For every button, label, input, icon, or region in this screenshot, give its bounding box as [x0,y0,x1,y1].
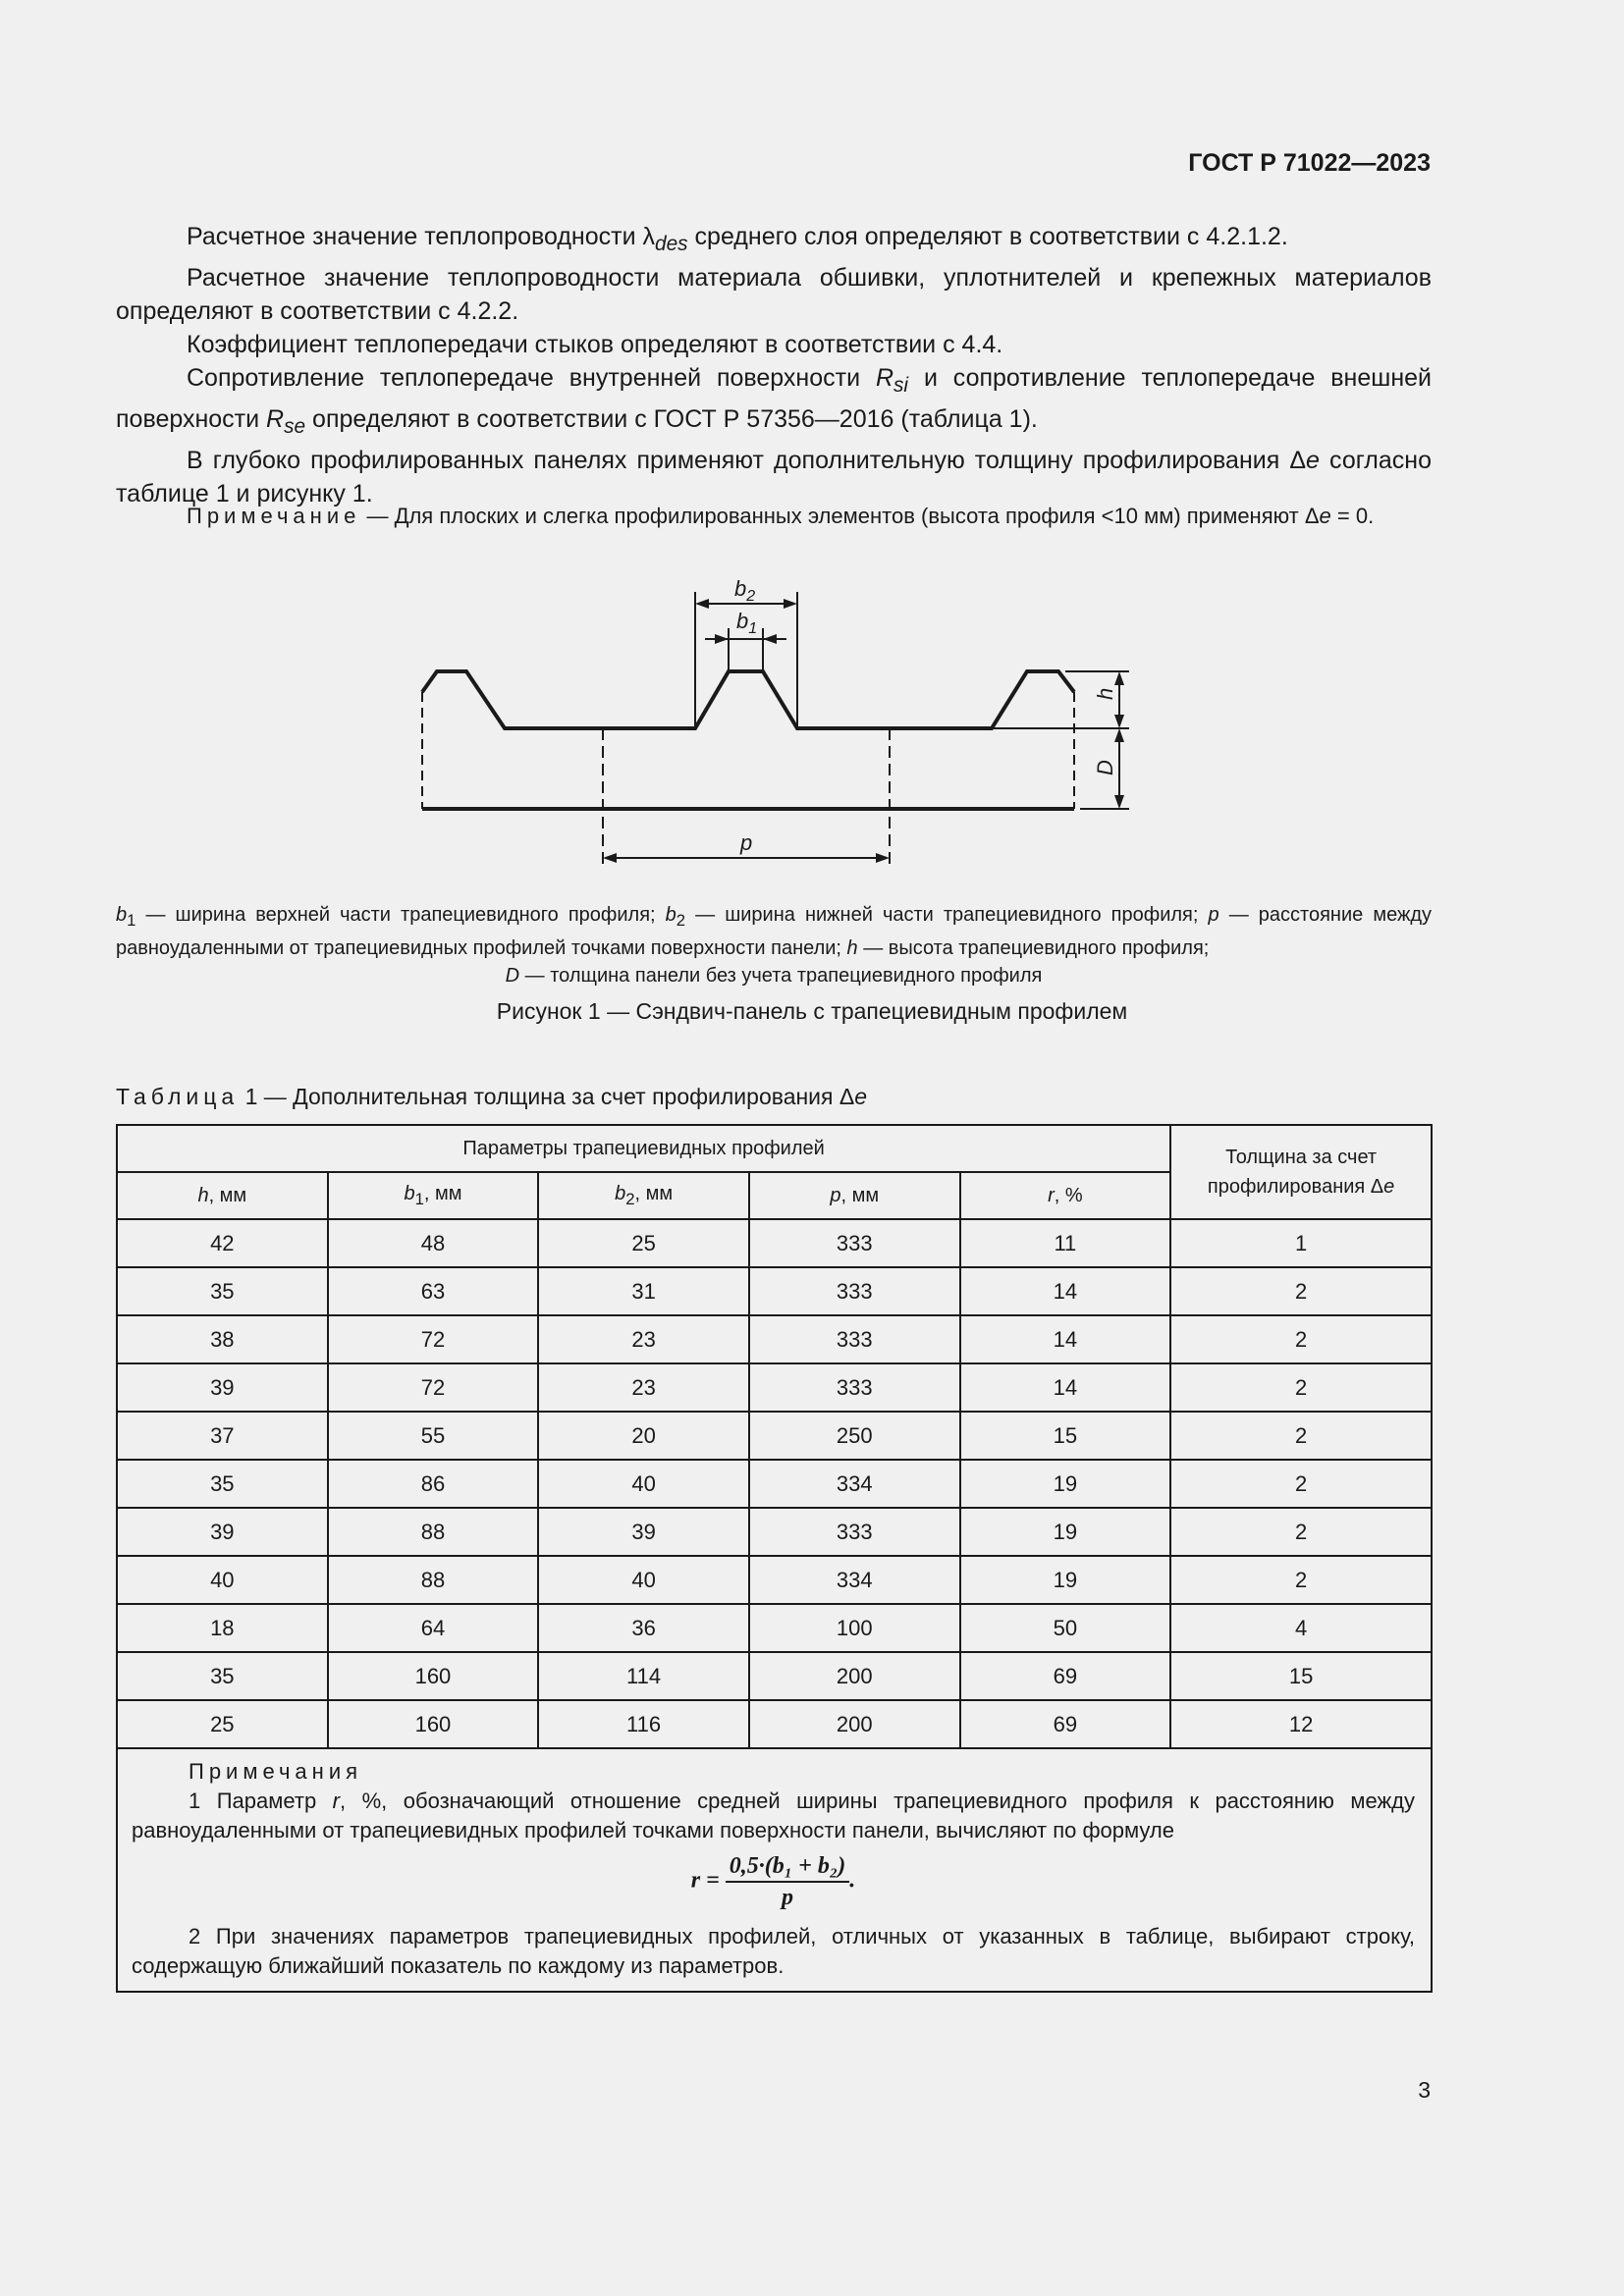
table-row [117,1556,1432,1604]
table-cell: 35 [117,1267,328,1315]
paragraph-2: Расчетное значение теплопроводности материала обшивки, уплотнителей и крепежных материалов определяют в соответствии с 4.2.2. [116,264,1432,325]
table-cell: 14 [960,1315,1171,1363]
table-cell: 11 [960,1219,1171,1267]
table-cell: 25 [538,1219,749,1267]
column-header: $b_1$, мм [328,1172,539,1219]
table-cell: 88 [328,1508,539,1556]
table-cell: 333 [749,1363,960,1412]
table-notes [117,1748,1432,1992]
table-cell: 250 [749,1412,960,1460]
D-label: D [1093,760,1117,775]
table-cell: 2 [1170,1508,1432,1556]
table-cell: 23 [538,1363,749,1412]
table-cell: 40 [538,1556,749,1604]
table-cell: 333 [749,1315,960,1363]
note-2: 2 При значениях параметров трапециевидных профилей, отличных от указанных в таблице, выбирают строку, содержащую ближайший показатель по каждому из параметров. [132,1924,1415,1978]
table-cell: 72 [328,1315,539,1363]
table-cell: 48 [328,1219,539,1267]
table-cell: 35 [117,1652,328,1700]
table-row [117,1315,1432,1363]
table-row [117,1460,1432,1508]
table-cell: 2 [1170,1363,1432,1412]
table-cell: 114 [538,1652,749,1700]
table-cell: 2 [1170,1556,1432,1604]
table-cell: 15 [1170,1652,1432,1700]
paragraph-3: Коэффициент теплопередачи стыков определяют в соответствии с 4.4. [187,331,1003,358]
table-cell: 86 [328,1460,539,1508]
column-header: r, % [960,1172,1171,1219]
b1-label: $b_1$ [736,609,758,637]
table-row [117,1508,1432,1556]
table-cell: 69 [960,1700,1171,1748]
table-row [117,1267,1432,1315]
table-cell: 50 [960,1604,1171,1652]
page-number: 3 [1418,2077,1431,2103]
table-cell: 39 [117,1508,328,1556]
table-cell: 15 [960,1412,1171,1460]
table-cell: 64 [328,1604,539,1652]
table-cell: 333 [749,1267,960,1315]
table-cell: 12 [1170,1700,1432,1748]
table-cell: 42 [117,1219,328,1267]
table-row [117,1412,1432,1460]
table-row [117,1363,1432,1412]
table-cell: 334 [749,1460,960,1508]
notes-label: Примечания [189,1759,363,1784]
profile-table [116,1124,1433,1993]
table-cell: 19 [960,1460,1171,1508]
table-cell: 160 [328,1652,539,1700]
note-1: 1 Параметр r, %, обозначающий отношение средней ширины трапециевидного профиля к расстоянию между равноудаленными от трапециевидных профилей точками поверхности панели, вычисляют по формуле [132,1789,1415,1842]
table-row [117,1700,1432,1748]
body-text [116,220,1432,510]
table-row [117,1652,1432,1700]
table-cell: 38 [117,1315,328,1363]
table-cell: 14 [960,1363,1171,1412]
figure-caption: Рисунок 1 — Сэндвич-панель с трапециевидным профилем [496,998,1128,1024]
table-cell: 19 [960,1556,1171,1604]
table-cell: 116 [538,1700,749,1748]
table-cell: 14 [960,1267,1171,1315]
table-cell: 2 [1170,1460,1432,1508]
column-header: p, мм [749,1172,960,1219]
table-cell: 333 [749,1219,960,1267]
table-cell: 334 [749,1556,960,1604]
column-header: $b_2$, мм [538,1172,749,1219]
table-cell: 37 [117,1412,328,1460]
group-header: Параметры трапециевидных профилей [117,1125,1170,1172]
table-cell: 200 [749,1700,960,1748]
table-caption: Таблица 1 — Дополнительная толщина за счет профилирования Δe [116,1084,868,1109]
note-label: Примечание [187,504,361,528]
table-cell: 100 [749,1604,960,1652]
table-cell: 160 [328,1700,539,1748]
b2-label: $b_2$ [734,576,756,605]
table-cell: 25 [117,1700,328,1748]
table-cell: 35 [117,1460,328,1508]
table-cell: 20 [538,1412,749,1460]
table-cell: 333 [749,1508,960,1556]
table-cell: 40 [538,1460,749,1508]
note: Примечание — Для плоских и слегка профилированных элементов (высота профиля <10 мм) применяют Δe = 0. [187,504,1375,528]
top-profile-line [422,671,1074,728]
figure-legend: $b_1$ — ширина верхней части трапециевидного профиля; $b_2$ — ширина нижней части трапециевидного профиля; p — расстояние между равноудаленными от трапециевидных профилей точками поверхности панели; h — высота трапециевидного профиля; D — толщина панели без учета трапециевидного профиля [116,904,1433,987]
table-cell: 69 [960,1652,1171,1700]
table-row [117,1219,1432,1267]
paragraph-5: В глубоко профилированных панелях применяют дополнительную толщину профилирования Δe согласно таблице 1 и рисунку 1. [116,447,1432,507]
table-cell: 72 [328,1363,539,1412]
table-cell: 39 [538,1508,749,1556]
table-cell: 23 [538,1315,749,1363]
table-cell: 19 [960,1508,1171,1556]
table-cell: 200 [749,1652,960,1700]
paragraph-1: Расчетное значение теплопроводности $\lambda_{des}$ среднего слоя определяют в соответствии с 4.2.1.2. [187,223,1288,255]
thickness-header: Толщина за счет профилирования Δe [1170,1125,1432,1219]
table-cell: 31 [538,1267,749,1315]
table-cell: 4 [1170,1604,1432,1652]
table-row [117,1604,1432,1652]
table-cell: 18 [117,1604,328,1652]
table-cell: 39 [117,1363,328,1412]
table-cell: 55 [328,1412,539,1460]
document-header: ГОСТ Р 71022—2023 [1188,149,1431,177]
table-cell: 88 [328,1556,539,1604]
paragraph-4: Сопротивление теплопередаче внутренней поверхности $R_{si}$ и сопротивление теплопередаче внешней поверхности $R_{se}$ определяют в соответствии с ГОСТ Р 57356—2016 (таблица 1). [116,364,1432,438]
table-cell: 2 [1170,1412,1432,1460]
table-cell: 1 [1170,1219,1432,1267]
table-cell: 2 [1170,1315,1432,1363]
table-cell: 40 [117,1556,328,1604]
column-header: h, мм [117,1172,328,1219]
table-cell: 63 [328,1267,539,1315]
table-cell: 2 [1170,1267,1432,1315]
table-cell: 36 [538,1604,749,1652]
p-label: p [740,830,753,855]
formula: r = $\frac{\text{0,5·(b₁ + b₂)}}{p}$ . [690,1853,856,1910]
sandwich-panel-figure [0,569,1624,893]
h-label: h [1093,687,1117,700]
